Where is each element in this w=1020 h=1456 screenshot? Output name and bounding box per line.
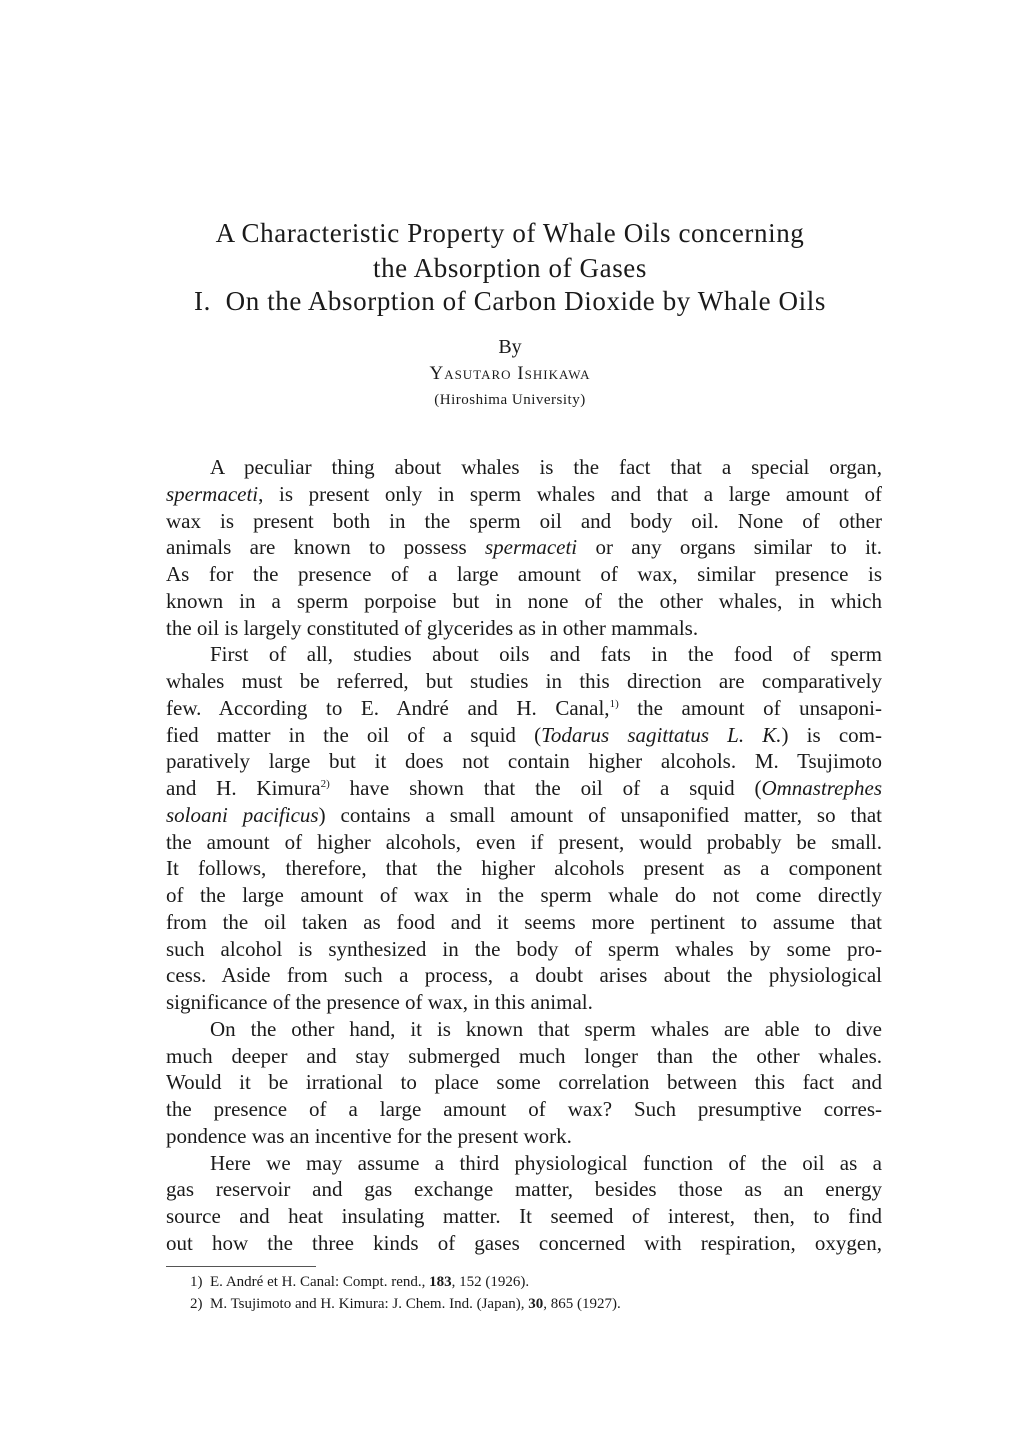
- text-line: [166, 775, 882, 802]
- text-line: [166, 454, 882, 481]
- text-run: On the other hand, it is known that sperm whales are able to dive: [210, 1016, 882, 1041]
- text-line: [166, 695, 882, 722]
- paragraph: [166, 454, 882, 641]
- text-line: [166, 1203, 882, 1230]
- title-line-3: I. On the Absorption of Carbon Dioxide by Whale Oils: [194, 286, 826, 316]
- text-line: [166, 936, 882, 963]
- text-line: [166, 1096, 882, 1123]
- italic-text: soloani pacificus: [166, 802, 319, 827]
- text-run: such alcohol is synthesized in the body of sperm whales by some pro-: [166, 936, 882, 961]
- text-line: [166, 829, 882, 856]
- text-line: [166, 909, 882, 936]
- text-run: First of all, studies about oils and fats in the food of sperm: [210, 642, 882, 667]
- text-line: [166, 882, 882, 909]
- text-run: fied matter in the oil of a squid (: [166, 722, 542, 747]
- italic-text: spermaceti: [166, 481, 259, 506]
- text-run: Here we may assume a third physiological function of the oil as a: [210, 1150, 882, 1175]
- text-run: the presence of a large amount of wax? Such presumptive corres-: [166, 1097, 882, 1121]
- author-affiliation: (Hiroshima University): [434, 392, 586, 408]
- footnote-volume: 183: [429, 1274, 452, 1290]
- footnote-number: 1): [190, 1274, 203, 1290]
- text-line: [166, 588, 882, 615]
- text-run: gas reservoir and gas exchange matter, besides those as an energy: [166, 1177, 882, 1202]
- text-run: , is present only in sperm whales and that a large amount of: [258, 481, 882, 506]
- text-line: [166, 561, 882, 588]
- author-name: Yasutaro Ishikawa: [429, 363, 591, 384]
- text-line: [166, 1043, 882, 1070]
- text-run: known in a sperm porpoise but in none of the other whales, in which: [166, 588, 882, 613]
- footnote-number: 2): [190, 1296, 203, 1312]
- text-line: [166, 1123, 882, 1150]
- text-line: [166, 1176, 882, 1203]
- text-run: As for the presence of a large amount of wax, similar presence is: [166, 562, 882, 586]
- text-run: pondence was an incentive for the present work.: [166, 1123, 572, 1148]
- paragraph: [166, 641, 882, 1016]
- text-run: Would it be irrational to place some correlation between this fact and: [166, 1070, 882, 1095]
- text-line: [166, 641, 882, 668]
- text-run: and H. Kimura: [166, 776, 321, 800]
- footnote-rule: [166, 1266, 316, 1267]
- text-run: of the large amount of wax in the sperm whale do not come directly: [166, 883, 882, 907]
- title-line-2: the Absorption of Gases: [372, 253, 648, 283]
- footnote-text: E. André et H. Canal: Compt. rend.,: [210, 1274, 430, 1290]
- text-line: [166, 802, 882, 829]
- text-run: wax is present both in the sperm oil and body oil. None of other: [166, 508, 882, 533]
- footnote-reference: 1): [609, 697, 619, 710]
- body-text: [166, 454, 882, 1257]
- text-line: [166, 1069, 882, 1096]
- footnote-text: M. Tsujimoto and H. Kimura: J. Chem. Ind. (Japan),: [210, 1296, 529, 1312]
- text-line: [166, 722, 882, 749]
- footnote-text-end: , 865 (1927).: [543, 1296, 621, 1312]
- text-run: ) is com-: [781, 722, 882, 747]
- italic-text: spermaceti: [485, 535, 578, 560]
- text-line: [166, 748, 882, 775]
- text-run: have shown that the oil of a squid (: [329, 776, 762, 800]
- footnote-2: [190, 1296, 621, 1313]
- text-run: out how the three kinds of gases concerned with respiration, oxygen,: [166, 1230, 882, 1255]
- italic-text: Todarus sagittatus L. K.: [541, 722, 782, 747]
- text-line: [166, 481, 882, 508]
- title-line-1: A Characteristic Property of Whale Oils concerning: [215, 218, 805, 248]
- text-line: [166, 534, 882, 561]
- footnote-reference: 2): [320, 778, 330, 790]
- text-run: much deeper and stay submerged much longer than the other whales.: [166, 1043, 882, 1068]
- text-run: paratively large but it does not contain higher alcohols. M. Tsujimoto: [166, 749, 882, 774]
- text-line: [166, 1230, 882, 1257]
- text-line: [166, 1016, 882, 1043]
- text-run: A peculiar thing about whales is the fact that a special organ,: [210, 455, 882, 479]
- text-run: animals are known to possess: [166, 535, 485, 560]
- text-line: [166, 962, 882, 989]
- text-line: [166, 989, 882, 1016]
- italic-text: Omnastrephes: [761, 776, 882, 800]
- text-run: ) contains a small amount of unsaponified matter, so that: [318, 802, 882, 827]
- byline: By: [498, 336, 522, 358]
- text-run: whales must be referred, but studies in this direction are comparatively: [166, 669, 882, 693]
- text-line: [166, 508, 882, 535]
- text-run: cess. Aside from such a process, a doubt arises about the physiological: [166, 963, 882, 988]
- footnote-1: [190, 1274, 529, 1291]
- text-line: [166, 855, 882, 882]
- footnote-text-end: , 152 (1926).: [451, 1274, 530, 1290]
- text-run: source and heat insulating matter. It seemed of interest, then, to find: [166, 1204, 882, 1228]
- text-run: the amount of higher alcohols, even if present, would probably be small.: [166, 829, 882, 854]
- text-line: [166, 668, 882, 695]
- text-run: or any organs similar to it.: [577, 535, 882, 560]
- text-run: from the oil taken as food and it seems more pertinent to assume that: [166, 909, 882, 934]
- text-line: [166, 615, 882, 642]
- text-run: significance of the presence of wax, in this animal.: [166, 990, 593, 1014]
- text-run: It follows, therefore, that the higher alcohols present as a component: [166, 856, 882, 881]
- text-run: the oil is largely constituted of glycerides as in other mammals.: [166, 615, 699, 640]
- text-line: [166, 1150, 882, 1177]
- paragraph: [166, 1016, 882, 1150]
- footnote-volume: 30: [528, 1296, 544, 1312]
- text-run: the amount of unsaponi-: [618, 695, 882, 720]
- text-run: few. According to E. André and H. Canal,: [166, 695, 610, 720]
- paragraph: [166, 1150, 882, 1257]
